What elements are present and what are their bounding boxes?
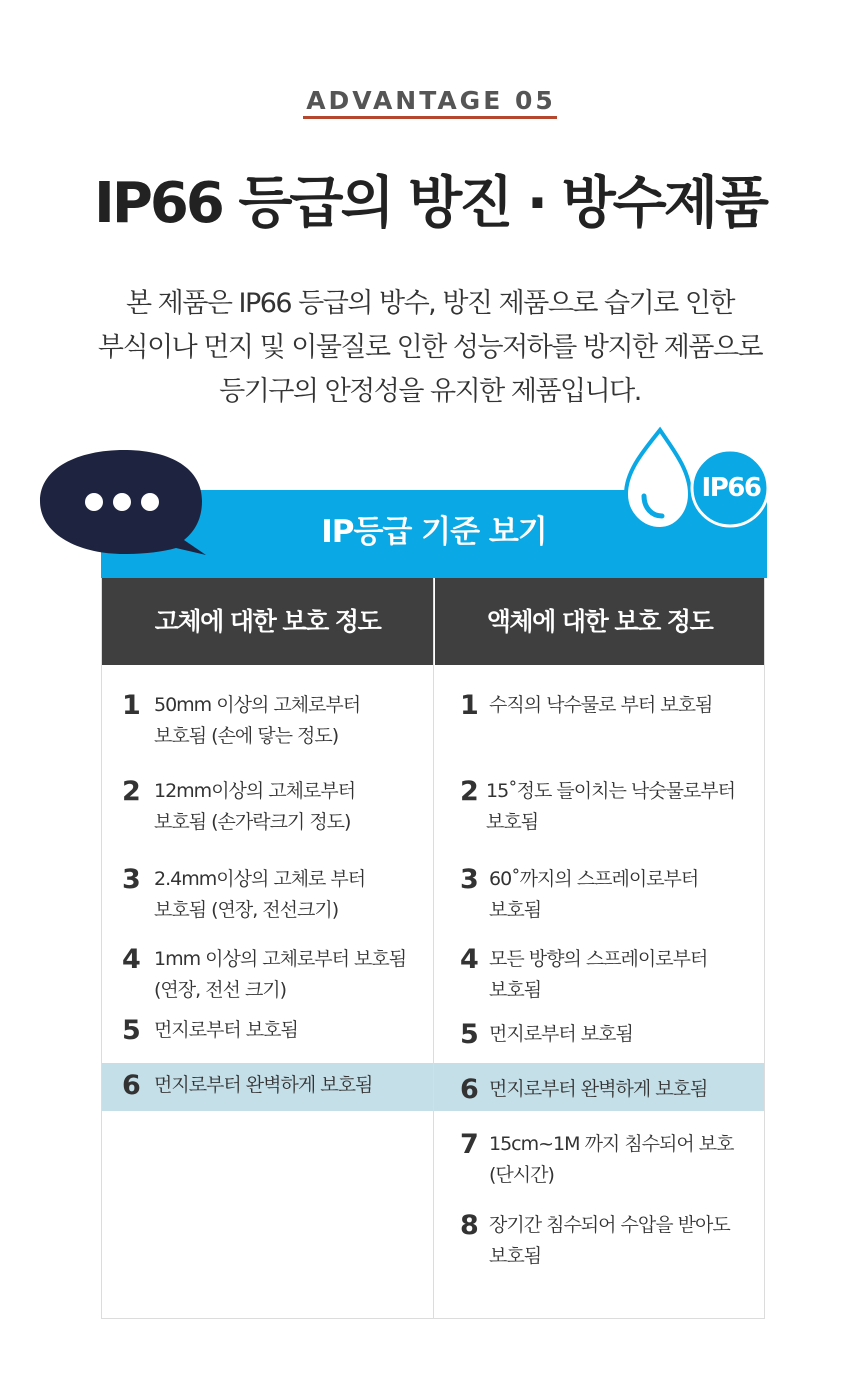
- item-text: [486, 776, 756, 838]
- intro-line-3: 등기구의 안정성을 유지한 제품입니다.: [219, 376, 641, 407]
- item-text-line: 보호됨 (연장, 전선크기): [154, 899, 339, 921]
- item-number: 7: [460, 1129, 479, 1160]
- liquid-protection-column: [433, 578, 765, 1319]
- item-number: 6: [122, 1070, 141, 1101]
- item-text-line: 15cm~1M 까지 침수되어 보호: [489, 1133, 734, 1155]
- item-text: [489, 690, 756, 721]
- item-text: [489, 1019, 756, 1050]
- item-text: [154, 864, 425, 926]
- item-number: 5: [122, 1015, 141, 1046]
- item-text-line: 12mm이상의 고체로부터: [154, 780, 356, 802]
- solid-protection-column: [101, 578, 434, 1319]
- item-text-line: 보호됨: [489, 899, 542, 921]
- item-text-line: 보호됨: [486, 811, 539, 833]
- item-number: 4: [122, 944, 141, 975]
- item-text-line: (단시간): [489, 1164, 554, 1186]
- banner-label: IP등급 기준 보기: [321, 514, 547, 550]
- eyebrow-label: ADVANTAGE 05: [303, 86, 557, 119]
- liquid-column-header: 액체에 대한 보호 정도: [434, 578, 764, 665]
- item-number: 2: [460, 776, 479, 807]
- item-text: [489, 1210, 756, 1272]
- item-text-line: 보호됨: [489, 979, 542, 1001]
- item-text: [154, 776, 425, 838]
- item-text-line: (연장, 전선 크기): [154, 979, 287, 1001]
- ip66-badge: IP66: [701, 473, 761, 503]
- intro-line-2: 부식이나 먼지 및 이물질로 인한 성능저하를 방지한 제품으로: [97, 332, 763, 363]
- item-text-line: 보호됨: [489, 1245, 542, 1267]
- item-text-line: 50mm 이상의 고체로부터: [154, 694, 361, 716]
- item-text: [489, 1074, 756, 1105]
- page-title: IP66 등급의 방진 · 방수제품: [94, 171, 766, 236]
- item-text-line: 장기간 침수되어 수압을 받아도: [489, 1214, 730, 1236]
- item-text-line: 먼지로부터 완벽하게 보호됨: [489, 1078, 708, 1100]
- solid-column-header: 고체에 대한 보호 정도: [102, 578, 433, 665]
- item-text: [489, 1129, 756, 1191]
- item-text-line: 먼지로부터 보호됨: [489, 1023, 633, 1045]
- item-number: 3: [460, 864, 479, 895]
- item-number: 2: [122, 776, 141, 807]
- item-text-line: 60˚까지의 스프레이로부터: [489, 868, 699, 890]
- item-text: [489, 864, 756, 926]
- intro-paragraph: [0, 282, 860, 414]
- section-eyebrow: [0, 86, 860, 119]
- item-text: [154, 690, 425, 752]
- item-number: 6: [460, 1074, 479, 1105]
- item-number: 8: [460, 1210, 479, 1241]
- item-text: [154, 1015, 425, 1046]
- item-number: 1: [122, 690, 141, 721]
- item-text-line: 15˚정도 들이치는 낙숫물로부터: [486, 780, 736, 802]
- speech-bubble-icon: [38, 448, 210, 558]
- item-text: [489, 944, 756, 1006]
- item-text-line: 보호됨 (손에 닿는 정도): [154, 725, 339, 747]
- item-text-line: 보호됨 (손가락크기 정도): [154, 811, 351, 833]
- item-text-line: 2.4mm이상의 고체로 부터: [154, 868, 366, 890]
- item-text-line: 모든 방향의 스프레이로부터: [489, 948, 708, 970]
- item-text: [154, 944, 425, 1006]
- item-text-line: 먼지로부터 완벽하게 보호됨: [154, 1074, 373, 1096]
- item-number: 4: [460, 944, 479, 975]
- item-text-line: 1mm 이상의 고체로부터 보호됨: [154, 948, 407, 970]
- item-number: 1: [460, 690, 479, 721]
- item-text-line: 먼지로부터 보호됨: [154, 1019, 298, 1041]
- item-number: 3: [122, 864, 141, 895]
- item-text: [154, 1070, 425, 1101]
- item-text-line: 수직의 낙수물로 부터 보호됨: [489, 694, 713, 716]
- intro-line-1: 본 제품은 IP66 등급의 방수, 방진 제품으로 습기로 인한: [126, 288, 734, 319]
- item-number: 5: [460, 1019, 479, 1050]
